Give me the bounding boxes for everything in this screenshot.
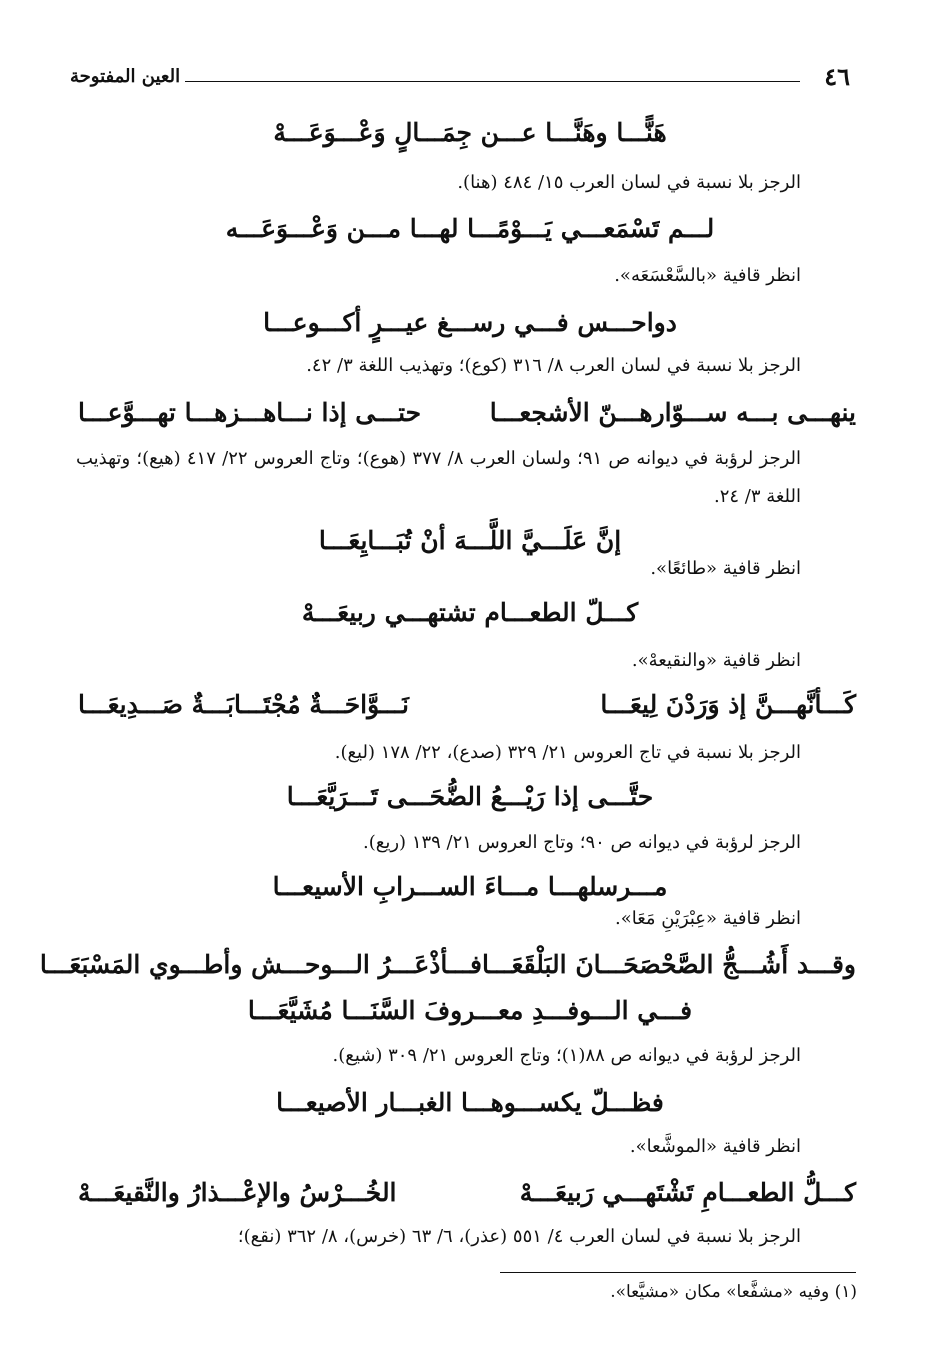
- page-number: ٤٦: [824, 62, 850, 91]
- verse-couplet: [78, 1178, 856, 1207]
- hemistich-left: فـــأذْعَـــرُ الـــوحـــش وأطـــوي المَسْبَعَـــا: [39, 950, 482, 979]
- citation-note: الرجز لرؤبة في ديوانه ص ٨٨(١)؛ وتاج العروس ٢١/ ٣٠٩ (شيع).: [332, 1045, 801, 1066]
- verse-line: فظـــلّ يكســـوهـــا الغبـــار الأصيعـــا: [276, 1088, 664, 1117]
- citation-note: انظر قافية «والنقيعهْ».: [631, 650, 801, 671]
- verse-line: دواحـــس فـــي رســـغ عيـــرٍ أكـــوعـــا: [263, 308, 677, 337]
- hemistich-left: الخُـــرْسُ والإعْـــذارُ والنَّقيعَـــهْ: [78, 1178, 397, 1207]
- footnote-rule: [500, 1272, 856, 1273]
- citation-note: الرجز بلا نسبة في تاج العروس ٢١/ ٣٢٩ (صدع)، ٢٢/ ١٧٨ (ليع).: [334, 742, 801, 763]
- verse-line: فـــي الـــوفـــدِ معـــروفَ السَّنَـــا مُشَيَّعَـــا: [247, 996, 693, 1025]
- citation-note: انظر قافية «بالسَّعْسَعَه».: [614, 265, 801, 286]
- hemistich-right: كـــلُّ الطعـــامِ تَشْتَهـــي رَبيعَـــهْ: [519, 1178, 856, 1207]
- verse-couplet: [39, 950, 856, 979]
- hemistich-right: كَـــأنَّهـــنَّ إذ وَرَدْنَ لِيعَـــا: [600, 690, 856, 719]
- hemistich-right: وقـــد أَشُـــجُّ الصَّحْصَحَـــانَ البَلْقَعَـــا: [481, 950, 856, 979]
- citation-note: الرجز بلا نسبة في لسان العرب ١٥/ ٤٨٤ (هنا).: [457, 172, 801, 193]
- verse-line: كـــلّ الطعـــام تشتهـــي ربيعَـــهْ: [301, 598, 639, 627]
- citation-note: الرجز لرؤبة في ديوانه ص ٩٠؛ وتاج العروس ٢١/ ١٣٩ (ريع).: [363, 832, 801, 853]
- citation-note: انظر قافية «الموشَّعا».: [629, 1136, 801, 1157]
- verse-couplet: [78, 398, 856, 427]
- citation-note: الرجز بلا نسبة في لسان العرب ٨/ ٣١٦ (كوع)؛ وتهذيب اللغة ٣/ ٤٢.: [306, 355, 801, 376]
- hemistich-left: نَـــوَّاحَـــةٌ مُجْتَـــابَـــةٌ صَـــدِيعَـــا: [78, 690, 409, 719]
- verse-couplet: [78, 690, 856, 719]
- hemistich-left: حتـــى إذا نـــاهـــزهـــا تهـــوَّعـــا: [78, 398, 422, 427]
- verse-line: حتَّـــى إذا رَيْـــعُ الضُّحَـــى تَـــرَيَّعَـــا: [286, 782, 654, 811]
- page-header: [70, 62, 860, 98]
- footnote: (١) وفيه «مشفَّعا» مكان «مشيَّعا».: [610, 1282, 857, 1302]
- verse-line: لـــم تَسْمَعـــي يَـــوْمًـــا لهـــا مـــن وَعْـــوَعَـــه: [225, 214, 715, 243]
- running-title: العين المفتوحة: [70, 66, 181, 87]
- citation-note: انظر قافية «طائعًا».: [650, 558, 801, 579]
- citation-note: الرجز بلا نسبة في لسان العرب ٤/ ٥٥١ (عذر)، ٦/ ٦٣ (خرس)، ٨/ ٣٦٢ (نقع)؛: [237, 1226, 801, 1247]
- citation-note: انظر قافية «عِبْرَيْنِ مَعَا».: [614, 908, 801, 929]
- verse-line: إنَّ عَلَـــيَّ اللَّـــهَ أنْ تُبَـــايِعَـــا: [318, 526, 622, 555]
- verse-line: مـــرسلهـــا مـــاءَ الســـرابِ الأسيعـــا: [272, 872, 668, 901]
- verse-line: هَنًّـــا وهَنَّـــا عـــن جِمَـــالٍ وَعْـــوَعَـــهْ: [273, 118, 667, 147]
- citation-note: الرجز لرؤبة في ديوانه ص ٩١؛ ولسان العرب ٨/ ٣٧٧ (هوع)؛ وتاج العروس ٢٢/ ٤١٧ (هيع)؛ وتهذيب اللغة ٣/ ٢٤.: [76, 448, 801, 507]
- header-rule: [185, 81, 800, 82]
- hemistich-right: ينهـــى بـــه ســـوّارهـــنّ الأشجعـــا: [489, 398, 856, 427]
